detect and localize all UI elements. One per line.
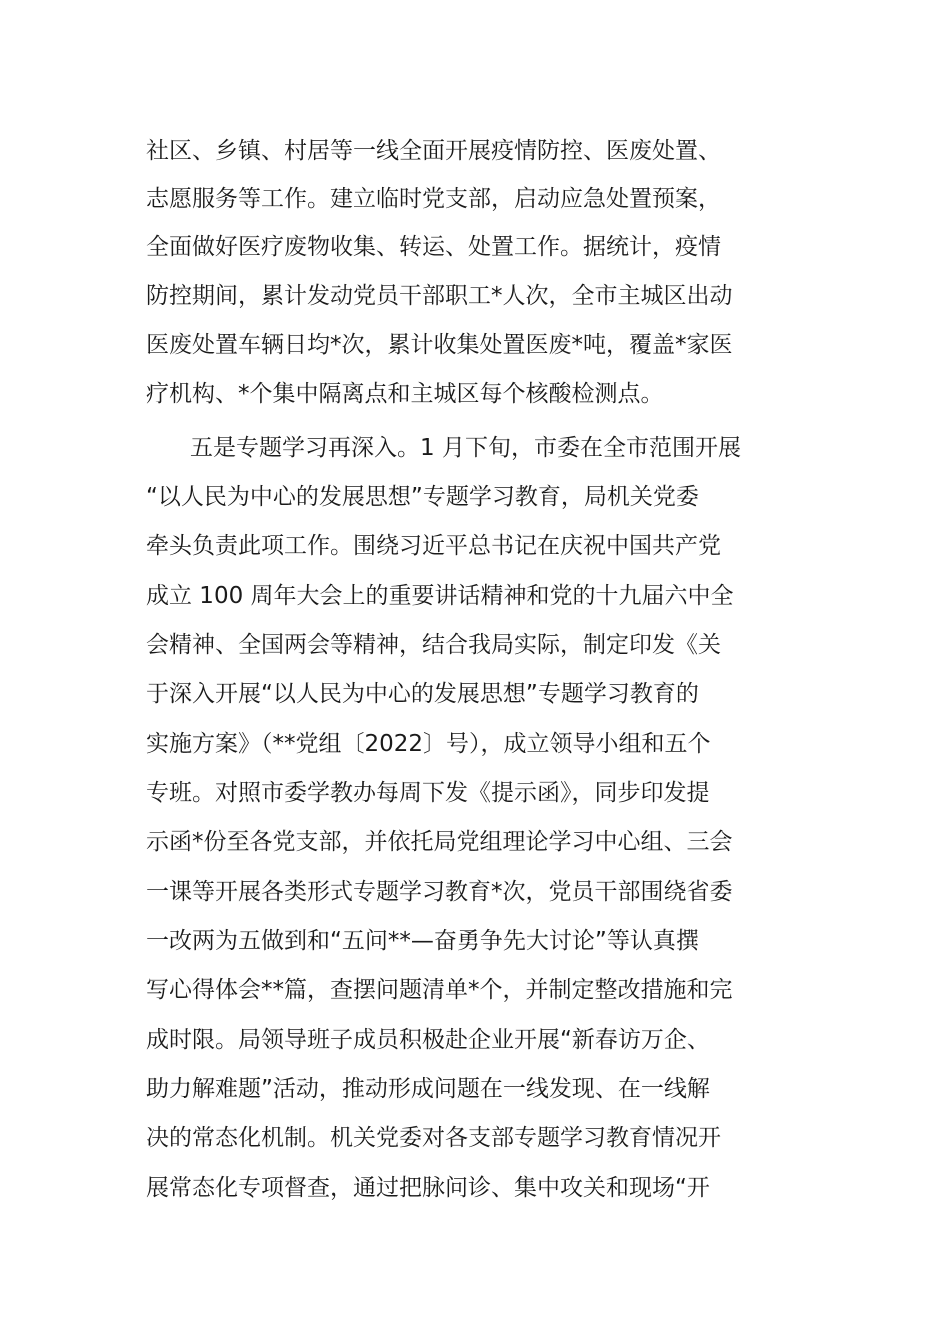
text-line: 写心得体会**篇，查摆问题清单*个，并制定整改措施和完	[146, 977, 733, 1003]
text-line: 防控期间，累计发动党员干部职工*人次，全市主城区出动	[146, 283, 733, 309]
text-line: 医废处置车辆日均*次，累计收集处置医废*吨，覆盖*家医	[146, 332, 733, 358]
text-line: 社区、乡镇、村居等一线全面开展疫情防控、医废处置、	[146, 138, 721, 164]
text-line: 会精神、全国两会等精神，结合我局实际，制定印发《关	[146, 632, 721, 658]
text-line: 五是专题学习再深入。1 月下旬，市委在全市范围开展	[190, 435, 741, 461]
text-line: 示函*份至各党支部，并依托局党组理论学习中心组、三会	[146, 829, 733, 855]
text-line: 成时限。局领导班子成员积极赴企业开展“新春访万企、	[146, 1027, 710, 1053]
text-line: 于深入开展“以人民为中心的发展思想”专题学习教育的	[146, 681, 699, 707]
text-line: 专班。对照市委学教办每周下发《提示函》，同步印发提	[146, 780, 710, 806]
text-line: 一课等开展各类形式专题学习教育*次，党员干部围绕省委	[146, 879, 733, 905]
text-line: 决的常态化机制。机关党委对各支部专题学习教育情况开	[146, 1125, 721, 1151]
text-line: 疗机构、*个集中隔离点和主城区每个核酸检测点。	[146, 381, 664, 407]
text-line: 全面做好医疗废物收集、转运、处置工作。据统计，疫情	[146, 234, 721, 260]
text-line: 助力解难题”活动，推动形成问题在一线发现、在一线解	[146, 1076, 710, 1102]
text-line: 实施方案》（**党组〔2022〕号），成立领导小组和五个	[146, 731, 711, 757]
text-line: “以人民为中心的发展思想”专题学习教育，局机关党委	[146, 484, 699, 510]
text-line: 成立 100 周年大会上的重要讲话精神和党的十九届六中全	[146, 583, 734, 609]
text-line: 展常态化专项督查，通过把脉问诊、集中攻关和现场“开	[146, 1175, 710, 1201]
text-line: 牵头负责此项工作。围绕习近平总书记在庆祝中国共产党	[146, 533, 721, 559]
text-line: 志愿服务等工作。建立临时党支部，启动应急处置预案，	[146, 186, 721, 212]
text-line: 一改两为五做到和“五问**—奋勇争先大讨论”等认真撰	[146, 928, 699, 954]
